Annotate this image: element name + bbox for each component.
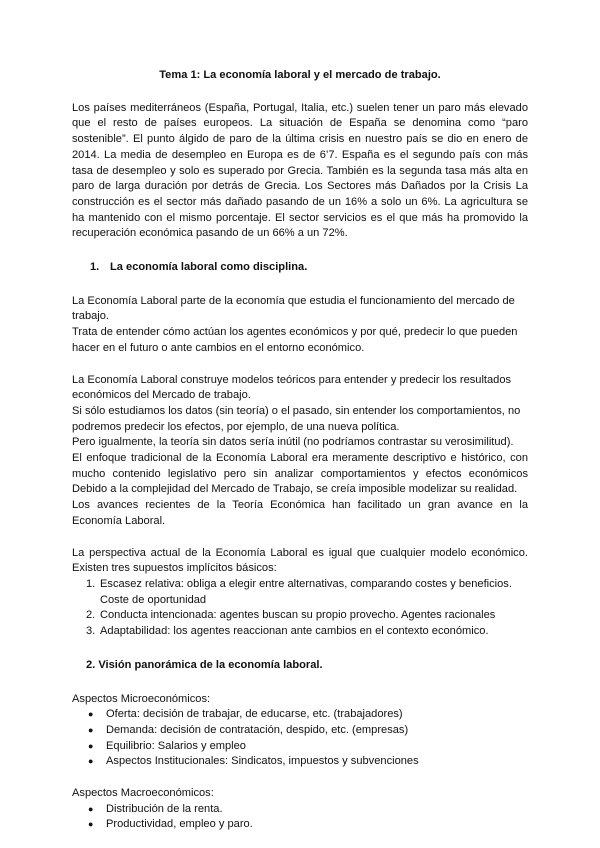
list-item-text: Demanda: decisión de contratación, despido, etc. (empresas) (106, 723, 409, 736)
section-1-heading (72, 260, 528, 276)
section-1-p2-line-4: El enfoque tradicional de la Economía Laboral era meramente descriptivo e histórico, con mucho contenido legislativo pero sin analizar comportamientos y efectos económicos Debido a la complejidad del Mercado de Trabajo, se creía imposible modelizar su realidad. (72, 452, 528, 496)
section-1-p1-line-2: Trata de entender cómo actúan los agentes económicos y por qué, predecir lo que pueden hacer en el futuro o ante cambios en el entorno económico. (72, 326, 518, 354)
section-1-paragraph-1 (72, 294, 528, 357)
macro-list (72, 802, 528, 833)
list-item (72, 739, 528, 755)
list-item-text: Equilibrio: Salarios y empleo (106, 739, 246, 752)
section-1-number: 1. (90, 261, 100, 274)
assumptions-list (72, 577, 528, 640)
bullet-icon: ● (88, 740, 94, 751)
macro-label: Aspectos Macroeconómicos: (72, 787, 214, 800)
list-item (72, 707, 528, 723)
section-2-heading: 2. Visión panorámica de la economía laboral. (86, 658, 323, 671)
list-item-text: Distribución de la renta. (106, 802, 223, 815)
micro-label: Aspectos Microeconómicos: (72, 692, 211, 705)
list-item-text: Productividad, empleo y paro. (106, 818, 253, 831)
section-1-title: La economía laboral como disciplina. (110, 261, 308, 274)
bullet-icon: ● (88, 724, 94, 735)
list-item (72, 754, 528, 770)
section-1-paragraph-2 (72, 373, 528, 530)
intro-paragraph: Los países mediterráneos (España, Portugal, Italia, etc.) suelen tener un paro más elevado que el resto de países europeos. La situación de España se denomina como “paro sostenible”. El punto álgido de paro de la última crisis en nuestro país se dio en enero de 2014. La media de desempleo en Europa es de 6’7. España es el segundo país con más tasa de desempleo y solo es superado por Grecia. También es la segunda tasa más alta en paro de larga duración por detrás de Grecia. Los Sectores más Dañados por la Crisis La construcción es el sector más dañado pasando de un 16% a solo un 6%. La agricultura se ha mantenido con el mismo porcentaje. El sector servicios es el que más ha promovido la recuperación económica pasando de un 66% a un 72%. (72, 101, 528, 240)
bullet-icon: ● (88, 803, 94, 814)
list-item (72, 577, 528, 608)
micro-list (72, 707, 528, 770)
list-item (72, 723, 528, 739)
list-item (72, 817, 528, 833)
document-title: Tema 1: La economía laboral y el mercado de trabajo. (159, 69, 441, 81)
bullet-icon: ● (88, 709, 94, 720)
bullet-icon: ● (88, 756, 94, 767)
list-item-text: Escasez relativa: obliga a elegir entre alternativas, comparando costes y beneficios. Coste de oportunidad (100, 577, 512, 606)
section-1-p2-line-2: Si sólo estudiamos los datos (sin teoría) o el pasado, sin entender los comportamientos, no podremos predecir los efectos, por ejemplo, de una nueva política. (72, 404, 521, 433)
section-1-p2-line-5: Los avances recientes de la Teoría Económica han facilitado un gran avance en la Economía Laboral. (72, 499, 528, 527)
list-item-text: Adaptabilidad: los agentes reaccionan ante cambios en el contexto económico. (100, 625, 489, 638)
section-1-p1-line-1: La Economía Laboral parte de la economía que estudia el funcionamiento del mercado de trabajo. (72, 294, 515, 323)
list-item-text: Aspectos Institucionales: Sindicatos, impuestos y subvenciones (106, 755, 419, 768)
list-item-text: Oferta: decisión de trabajar, de educarse, etc. (trabajadores) (106, 708, 403, 721)
list-item-number: 1. (86, 577, 96, 590)
list-item-text: Conducta intencionada: agentes buscan su propio provecho. Agentes racionales (100, 609, 496, 622)
list-item-number: 2. (86, 609, 96, 622)
bullet-icon: ● (88, 819, 94, 830)
section-1-paragraph-3: La perspectiva actual de la Economía Laboral es igual que cualquier modelo económico. Existen tres supuestos implícitos básicos: (72, 546, 528, 575)
list-item (72, 624, 528, 640)
list-item-number: 3. (86, 625, 96, 638)
list-item (72, 608, 528, 624)
section-1-p2-line-3: Pero igualmente, la teoría sin datos sería inútil (no podríamos contrastar su verosimilitud). (72, 436, 514, 449)
section-1-p2-line-1: La Economía Laboral construye modelos teóricos para entender y predecir los resultados económicos del Mercado de trabajo. (72, 373, 512, 402)
list-item (72, 802, 528, 818)
